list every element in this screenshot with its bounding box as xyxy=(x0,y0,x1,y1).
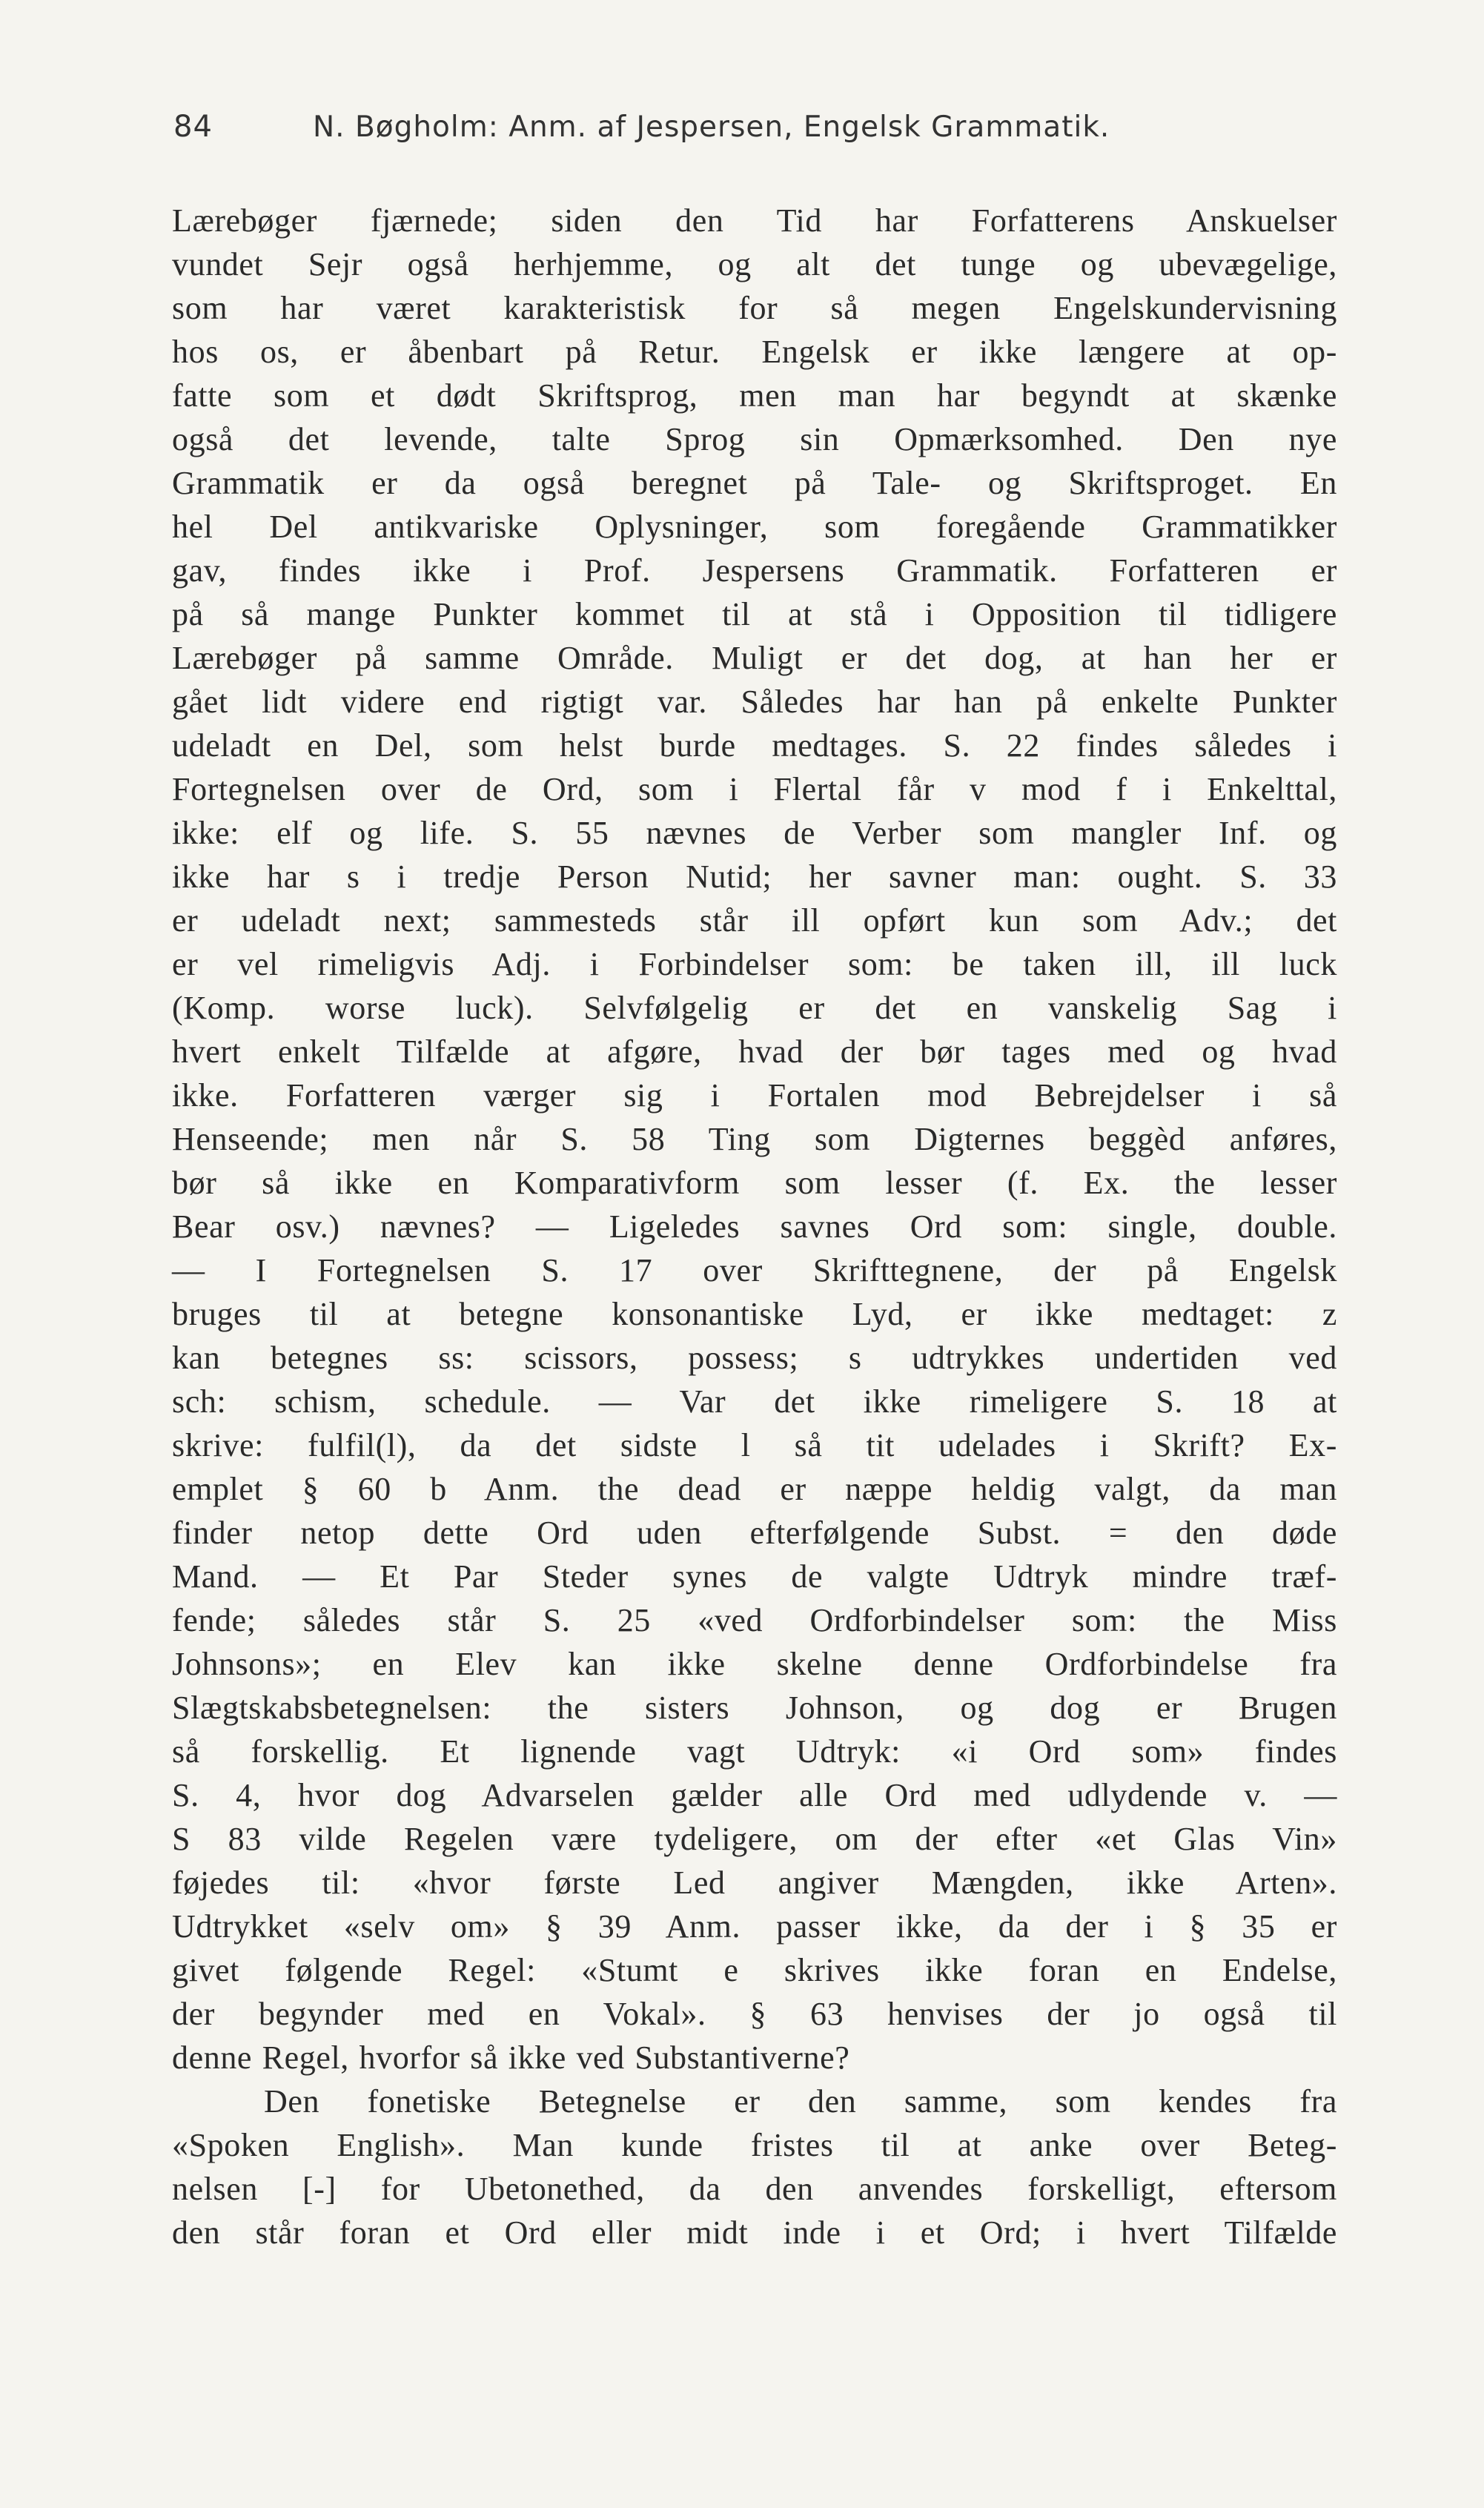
text-line: hvert enkelt Tilfælde at afgøre, hvad der bør tages med og hvad xyxy=(172,1033,1337,1070)
text-line: Grammatik er da også beregnet på Tale- og Skriftsproget. En xyxy=(172,465,1337,501)
text-line: (Komp. worse luck). Selvfølgelig er det en vanskelig Sag i xyxy=(172,990,1337,1026)
text-line: emplet § 60 b Anm. the dead er næppe heldig valgt, da man xyxy=(172,1471,1337,1507)
text-line: finder netop dette Ord uden efterfølgende Subst. = den døde xyxy=(172,1515,1337,1551)
text-line: Lærebøger på samme Område. Muligt er det dog, at han her er xyxy=(172,640,1337,676)
text-line: Slægtskabsbetegnelsen: the sisters Johnson, og dog er Brugen xyxy=(172,1690,1337,1726)
text-line: gav, findes ikke i Prof. Jespersens Grammatik. Forfatteren er xyxy=(172,552,1337,589)
text-line: Udtrykket «selv om» § 39 Anm. passer ikke, da der i § 35 er xyxy=(172,1908,1337,1945)
text-line: Bear osv.) nævnes? — Ligeledes savnes Ord som: single, double. xyxy=(172,1208,1337,1245)
text-line: givet følgende Regel: «Stumt e skrives ikke foran en Endelse, xyxy=(172,1952,1337,1988)
text-line: fende; således står S. 25 «ved Ordforbindelser som: the Miss xyxy=(172,1602,1337,1638)
text-line: er vel rimeligvis Adj. i Forbindelser som: be taken ill, ill luck xyxy=(172,946,1337,982)
text-line: som har været karakteristisk for så megen Engelskundervisning xyxy=(172,290,1337,326)
body-text xyxy=(172,199,1337,2254)
text-line: hos os, er åbenbart på Retur. Engelsk er ikke længere at op- xyxy=(172,334,1337,370)
text-line: også det levende, talte Sprog sin Opmærksomhed. Den nye xyxy=(172,421,1337,457)
text-line: S 83 vilde Regelen være tydeligere, om der efter «et Glas Vin» xyxy=(172,1821,1337,1857)
text-line: sch: schism, schedule. — Var det ikke rimeligere S. 18 at xyxy=(172,1383,1337,1420)
text-line: så forskellig. Et lignende vagt Udtryk: «i Ord som» findes xyxy=(172,1733,1337,1770)
text-line: på så mange Punkter kommet til at stå i Opposition til tidligere xyxy=(172,596,1337,632)
running-head: N. Bøgholm: Anm. af Jespersen, Engelsk Grammatik. xyxy=(313,110,1110,144)
text-line: fatte som et dødt Skriftsprog, men man har begyndt at skænke xyxy=(172,377,1337,414)
text-line: gået lidt videre end rigtigt var. Således har han på enkelte Punkter xyxy=(172,684,1337,720)
text-line: hel Del antikvariske Oplysninger, som foregående Grammatikker xyxy=(172,509,1337,545)
text-line: den står foran et Ord eller midt inde i et Ord; i hvert Tilfælde xyxy=(172,2214,1337,2251)
page-number: 84 xyxy=(173,110,213,144)
text-line: denne Regel, hvorfor så ikke ved Substantiverne? xyxy=(172,2039,850,2076)
text-line: ikke har s i tredje Person Nutid; her savner man: ought. S. 33 xyxy=(172,858,1337,895)
page-header xyxy=(173,110,1337,154)
text-line: nelsen [-] for Ubetonethed, da den anvendes forskelligt, eftersom xyxy=(172,2171,1337,2207)
text-line: — I Fortegnelsen S. 17 over Skrifttegnene, der på Engelsk xyxy=(172,1252,1337,1288)
text-line: Johnsons»; en Elev kan ikke skelne denne Ordforbindelse fra xyxy=(172,1646,1337,1682)
text-line: Lærebøger fjærnede; siden den Tid har Forfatterens Anskuelser xyxy=(172,202,1337,239)
text-line: Fortegnelsen over de Ord, som i Flertal får v mod f i Enkelttal, xyxy=(172,771,1337,807)
text-line: bruges til at betegne konsonantiske Lyd, er ikke medtaget: z xyxy=(172,1296,1337,1332)
text-line: S. 4, hvor dog Advarselen gælder alle Ord med udlydende v. — xyxy=(172,1777,1337,1813)
text-line: ikke: elf og life. S. 55 nævnes de Verber som mangler Inf. og xyxy=(172,815,1337,851)
text-line: skrive: fulfil(l), da det sidste l så tit udelades i Skrift? Ex- xyxy=(172,1427,1337,1463)
text-line: kan betegnes ss: scissors, possess; s udtrykkes undertiden ved xyxy=(172,1340,1337,1376)
text-line: er udeladt next; sammesteds står ill opført kun som Adv.; det xyxy=(172,902,1337,939)
text-line: vundet Sejr også herhjemme, og alt det tunge og ubevægelige, xyxy=(172,246,1337,282)
text-line: bør så ikke en Komparativform som lesser (f. Ex. the lesser xyxy=(172,1165,1337,1201)
text-line: «Spoken English». Man kunde fristes til at anke over Beteg- xyxy=(172,2127,1337,2163)
text-line: Den fonetiske Betegnelse er den samme, som kendes fra xyxy=(264,2083,1337,2120)
text-line: der begynder med en Vokal». § 63 henvises der jo også til xyxy=(172,1996,1337,2032)
text-line: føjedes til: «hvor første Led angiver Mængden, ikke Arten». xyxy=(172,1865,1337,1901)
text-line: ikke. Forfatteren værger sig i Fortalen mod Bebrejdelser i så xyxy=(172,1077,1337,1114)
text-line: Henseende; men når S. 58 Ting som Digternes beggèd anføres, xyxy=(172,1121,1337,1157)
text-line: udeladt en Del, som helst burde medtages. S. 22 findes således i xyxy=(172,727,1337,764)
text-line: Mand. — Et Par Steder synes de valgte Udtryk mindre træf- xyxy=(172,1558,1337,1595)
